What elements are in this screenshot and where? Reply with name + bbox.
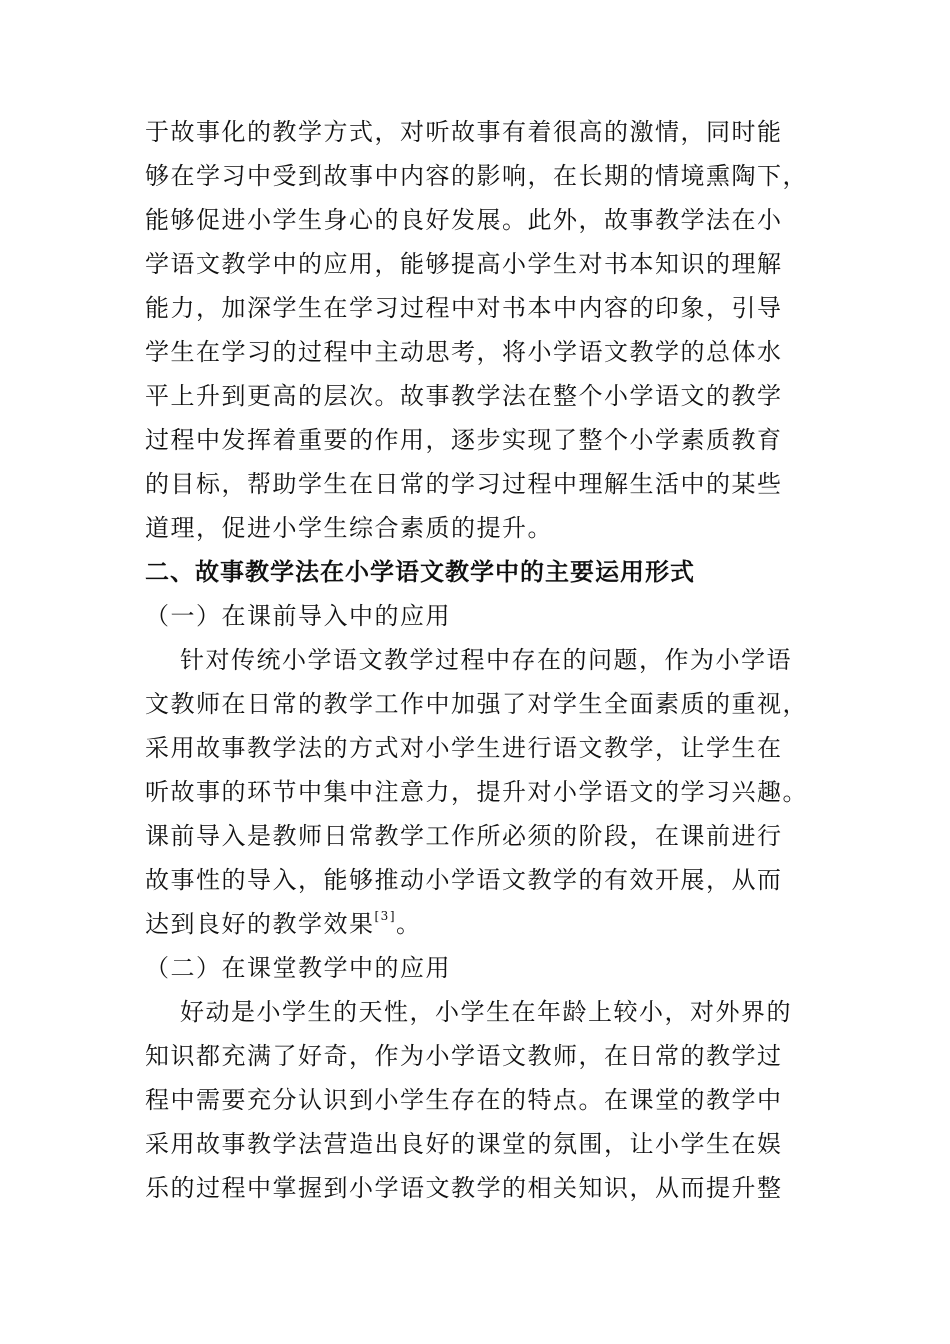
paragraph-line: 够在学习中受到故事中内容的影响，在长期的情境熏陶下，	[145, 162, 808, 190]
paragraph-text: 达到良好的教学效果	[145, 910, 375, 938]
paragraph-line	[145, 902, 805, 946]
paragraph-line: 学语文教学中的应用，能够提高小学生对书本知识的理解	[145, 250, 783, 278]
paragraph-line: 针对传统小学语文教学过程中存在的问题，作为小学语	[180, 646, 792, 674]
paragraph-line: 课前导入是教师日常教学工作所必须的阶段，在课前进行	[145, 822, 783, 850]
paragraph-line: 平上升到更高的层次。故事教学法在整个小学语文的教学	[145, 382, 783, 410]
subsection-heading-2: （二）在课堂教学中的应用	[145, 954, 451, 982]
paragraph-line: 道理，促进小学生综合素质的提升。	[145, 514, 553, 542]
section-heading: 二、故事教学法在小学语文教学中的主要运用形式	[145, 558, 695, 586]
paragraph-line: 能够促进小学生身心的良好发展。此外，故事教学法在小	[145, 206, 783, 234]
paragraph-line: 乐的过程中掌握到小学语文教学的相关知识，从而提升整	[145, 1174, 783, 1202]
paragraph-line: 采用故事教学法营造出良好的课堂的氛围，让小学生在娱	[145, 1130, 783, 1158]
paragraph-end-punct: 。	[396, 910, 422, 938]
paragraph-line: 过程中发挥着重要的作用，逐步实现了整个小学素质教育	[145, 426, 783, 454]
paragraph-line: 程中需要充分认识到小学生存在的特点。在课堂的教学中	[145, 1086, 783, 1114]
paragraph-line: 好动是小学生的天性，小学生在年龄上较小，对外界的	[180, 998, 792, 1026]
citation-marker: [3]	[374, 909, 396, 923]
paragraph-line: 于故事化的教学方式，对听故事有着很高的激情，同时能	[145, 118, 783, 146]
paragraph-line: 的目标，帮助学生在日常的学习过程中理解生活中的某些	[145, 470, 783, 498]
paragraph-line: 能力，加深学生在学习过程中对书本中内容的印象，引导	[145, 294, 783, 322]
subsection-heading-1: （一）在课前导入中的应用	[145, 602, 451, 630]
paragraph-line: 文教师在日常的教学工作中加强了对学生全面素质的重视，	[145, 690, 808, 718]
paragraph-line: 采用故事教学法的方式对小学生进行语文教学，让学生在	[145, 734, 783, 762]
paragraph-line: 学生在学习的过程中主动思考，将小学语文教学的总体水	[145, 338, 783, 366]
paragraph-line: 听故事的环节中集中注意力，提升对小学语文的学习兴趣。	[145, 778, 808, 806]
paragraph-line: 知识都充满了好奇，作为小学语文教师，在日常的教学过	[145, 1042, 783, 1070]
paragraph-line: 故事性的导入，能够推动小学语文教学的有效开展，从而	[145, 866, 783, 894]
